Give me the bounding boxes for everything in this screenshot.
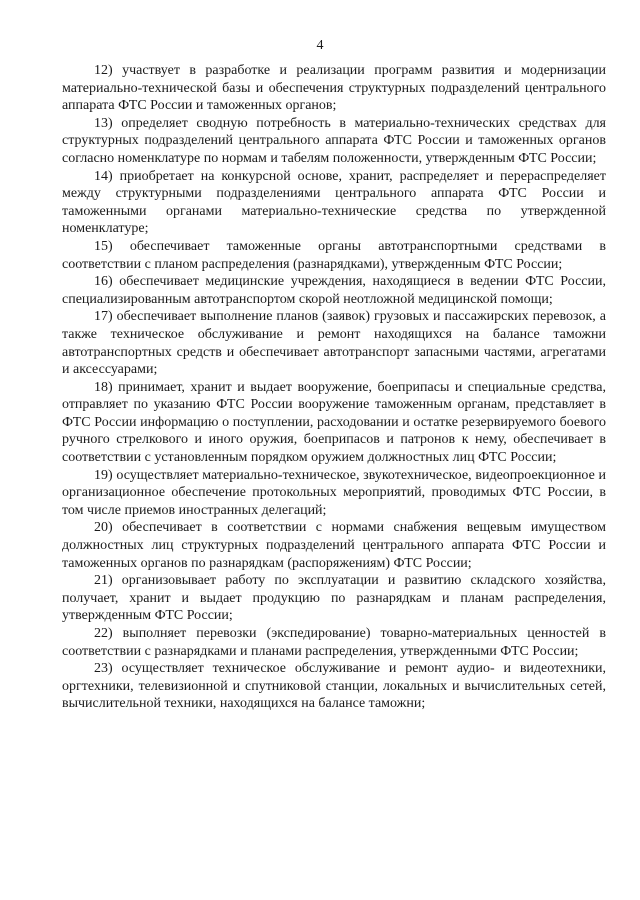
- paragraph-item-20: 20) обеспечивает в соответствии с нормами снабжения вещевым имуществом должностных лиц структурных подразделений центрального аппарата ФТС России и таможенных органов по разнарядкам (распоряжениям) ФТС России;: [62, 520, 606, 571]
- paragraph-item-18: 18) принимает, хранит и выдает вооружение, боеприпасы и специальные средства, отправляет по указанию ФТС России вооружение таможенным органам, представляет в ФТС России информацию о поступлении, расходовании и остатке резервируемого боевого ручного стрелкового и иного оружия, боеприпасов и патронов к нему, обеспечивает в соответствии с установленным порядком оружием должностных лиц ФТС России;: [62, 379, 606, 466]
- page-number: 4: [316, 38, 324, 53]
- paragraph-item-14: 14) приобретает на конкурсной основе, хранит, распределяет и перераспределяет между структурными подразделениями центрального аппарата ФТС России и таможенными органами материально-технические средства по утвержденной номенклатуре;: [62, 168, 606, 237]
- paragraph-item-16: 16) обеспечивает медицинские учреждения, находящиеся в ведении ФТС России, специализированным автотранспортом скорой неотложной медицинской помощи;: [62, 274, 606, 307]
- document-body: [62, 62, 606, 713]
- paragraph-item-15: 15) обеспечивает таможенные органы автотранспортными средствами в соответствии с планом распределения (разнарядками), утвержденным ФТС России;: [62, 238, 606, 272]
- paragraph-item-23: 23) осуществляет техническое обслуживание и ремонт аудио- и видеотехники, оргтехники, телевизионной и спутниковой станции, локальных и вычислительных сетей, вычислительной техники, находящихся на балансе таможни;: [62, 661, 606, 712]
- paragraph-item-13: 13) определяет сводную потребность в материально-технических средствах для структурных подразделений центрального аппарата ФТС России и таможенных органов согласно номенклатуре по нормам и табелям положенности, утвержденным ФТС России;: [62, 115, 606, 166]
- paragraph-item-21: 21) организовывает работу по эксплуатации и развитию складского хозяйства, получает, хранит и выдает продукцию по разнарядкам и планам распределения, утвержденным ФТС России;: [62, 573, 606, 624]
- paragraph-item-19: 19) осуществляет материально-техническое, звукотехническое, видеопроекционное и организационное обеспечение протокольных мероприятий, проводимых ФТС России, в том числе приемов иностранных делегаций;: [62, 467, 606, 518]
- paragraph-item-22: 22) выполняет перевозки (экспедирование) товарно-материальных ценностей в соответствии с разнарядками и планами распределения, утвержденными ФТС России;: [62, 626, 606, 659]
- paragraph-item-17: 17) обеспечивает выполнение планов (заявок) грузовых и пассажирских перевозок, а также техническое обслуживание и ремонт находящихся на балансе таможни автотранспортных средств и обеспечивает автотранспорт запасными частями, агрегатами и аксессуарами;: [62, 309, 606, 378]
- paragraph-item-12: 12) участвует в разработке и реализации программ развития и модернизации материально-технической базы и обеспечения структурных подразделений центрального аппарата ФТС России и таможенных органов;: [62, 63, 606, 114]
